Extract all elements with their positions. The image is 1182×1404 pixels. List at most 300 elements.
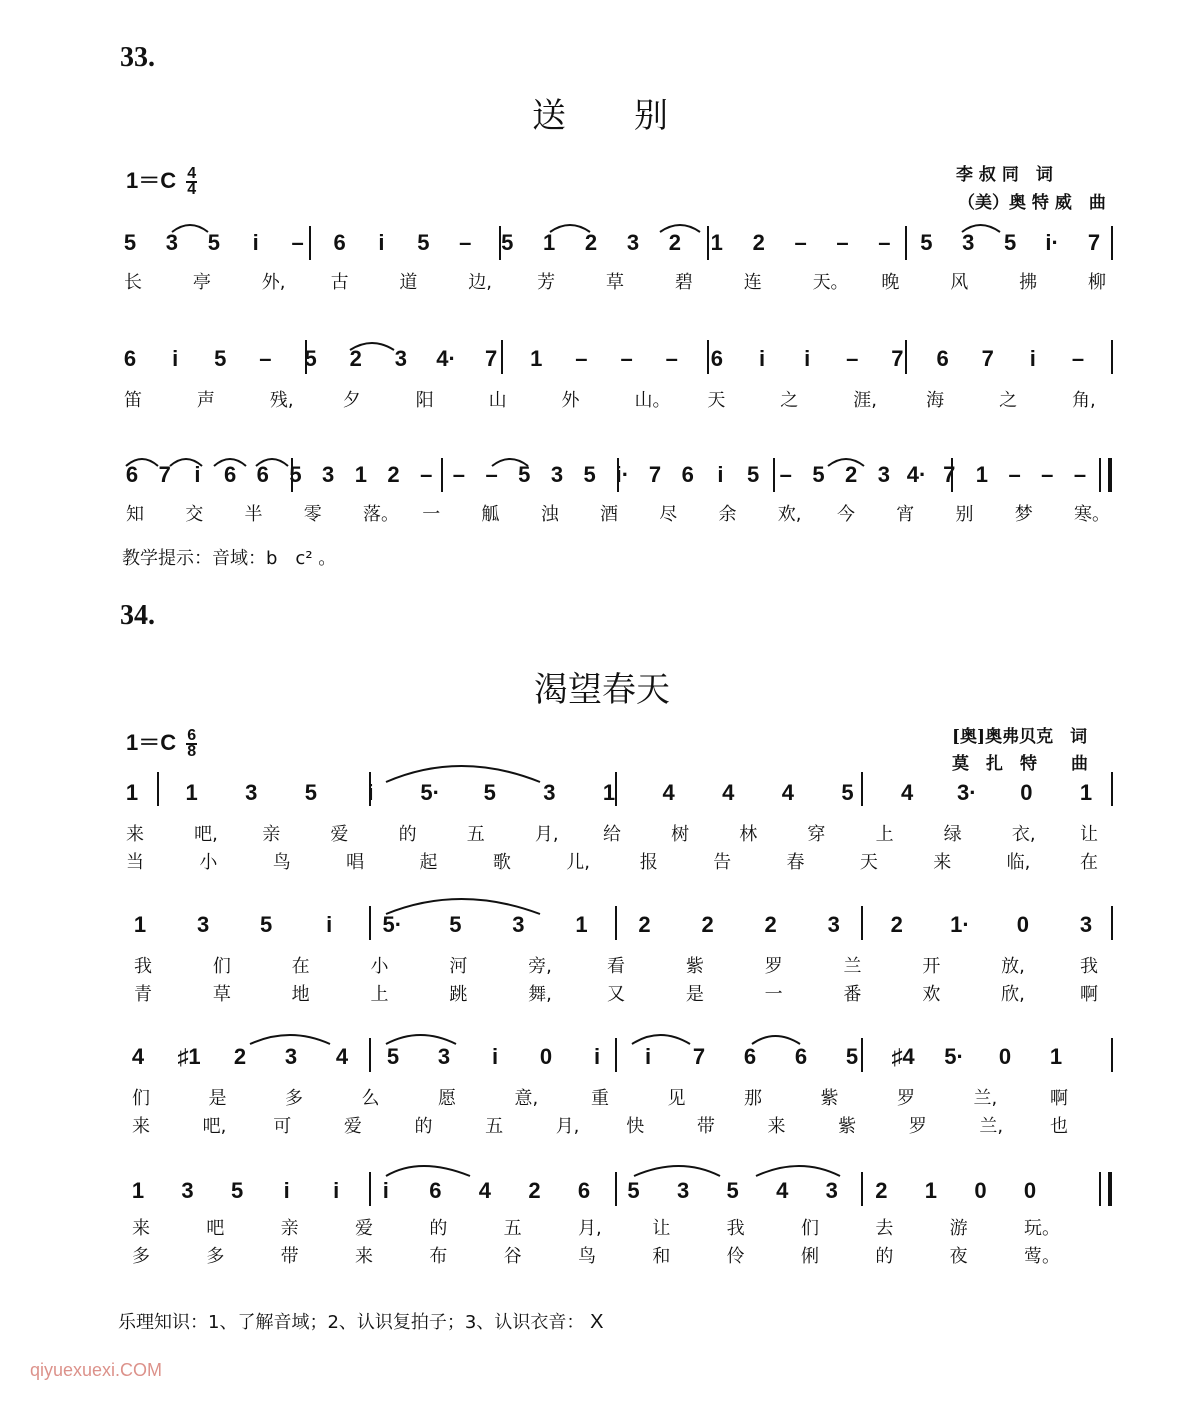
jianpu-note: 3 [877, 462, 890, 487]
lyric-syllable: 爱 [330, 824, 349, 845]
jianpu-note: i [378, 230, 385, 255]
lyric-syllable: 地 [291, 984, 310, 1005]
jianpu-note: i [367, 780, 374, 805]
lyric-syllable: 余 [718, 504, 737, 525]
lyric-syllable: 来 [126, 824, 144, 845]
lyric-syllable: 报 [639, 852, 658, 873]
lyric-syllable: 宵 [896, 504, 915, 525]
jianpu-note: 5 [207, 230, 220, 255]
jianpu-note: 0 [1020, 780, 1033, 805]
jianpu-note: 6 [333, 230, 346, 255]
lyric-syllable: 月, [578, 1218, 602, 1239]
lyric-syllable: 之 [999, 390, 1018, 411]
lyric-syllable: 山 [488, 390, 507, 411]
lyric-syllable: 的 [414, 1116, 433, 1137]
jianpu-note: 5 [1004, 230, 1017, 255]
jianpu-note: 0 [1023, 1178, 1037, 1203]
jianpu-note: 4· [436, 346, 456, 371]
lyric-syllable: 俐 [801, 1246, 819, 1267]
jianpu-note: 3 [962, 230, 975, 255]
lyricist-credit-34: [奥]奥弗贝克 词 [952, 727, 1088, 747]
jianpu-note: 3 [626, 230, 640, 255]
lyric-syllable: 莺。 [1024, 1246, 1060, 1267]
jianpu-note: 5 [304, 346, 317, 371]
jianpu-note: 6 [681, 462, 694, 487]
lyric-syllable: 小 [370, 956, 389, 977]
jianpu-note: ♯4 [891, 1044, 915, 1069]
jianpu-note: 2 [668, 230, 681, 255]
time-signature: $\frac{6}{8}$ [187, 727, 197, 761]
jianpu-note: 4 [776, 1178, 789, 1203]
lyric-syllable: 上 [875, 824, 894, 845]
teaching-hint: 教学提示：音域：b c² 。 [122, 548, 337, 569]
lyric-syllable: 外, [261, 272, 286, 293]
lyric-syllable: 拂 [1019, 272, 1038, 293]
jianpu-note: ♯1 [177, 1044, 201, 1069]
jianpu-note: 6 [743, 1044, 757, 1069]
jianpu-note: 7 [891, 346, 904, 371]
jianpu-note: 6 [256, 462, 269, 487]
jianpu-note: 5 [627, 1178, 640, 1203]
jianpu-note: 5 [230, 1178, 244, 1203]
jianpu-note: 6 [125, 462, 139, 487]
lyric-syllable: 山。 [634, 390, 671, 411]
lyric-syllable: 之 [780, 390, 799, 411]
jianpu-note: 5 [726, 1178, 739, 1203]
lyric-syllable: 爱 [343, 1116, 362, 1137]
jianpu-note: 1· [950, 912, 970, 937]
lyric-syllable: 天 [707, 390, 726, 411]
jianpu-note: 3 [1079, 912, 1093, 937]
jianpu-note: – [620, 346, 633, 371]
lyric-syllable: 让 [652, 1218, 671, 1239]
lyric-syllable: 小 [199, 852, 218, 873]
song-number-34: 34. [120, 600, 155, 631]
lyric-syllable: 夕 [342, 390, 361, 411]
lyric-syllable: 吧, [202, 1116, 227, 1137]
lyric-syllable: 唱 [346, 852, 365, 873]
jianpu-note: 1 [924, 1178, 937, 1203]
jianpu-note: 5 [386, 1044, 400, 1069]
lyric-syllable: 多 [132, 1246, 150, 1267]
lyric-syllable: 啊 [1050, 1088, 1068, 1109]
lyric-syllable: 儿, [566, 852, 591, 873]
lyric-syllable: 和 [652, 1246, 671, 1267]
lyric-syllable: 酒 [600, 504, 618, 525]
lyric-syllable: 古 [330, 272, 349, 293]
jianpu-note: – [1073, 462, 1087, 487]
lyric-syllable: 林 [739, 824, 758, 845]
lyric-syllable: 连 [743, 272, 762, 293]
lyric-syllable: 多 [206, 1246, 225, 1267]
lyric-syllable: 知 [126, 504, 144, 525]
lyric-syllable: 五 [485, 1116, 504, 1137]
jianpu-note: 3 [550, 462, 564, 487]
jianpu-note: i· [615, 462, 630, 487]
jianpu-note: 2 [845, 462, 858, 487]
lyric-syllable: 布 [429, 1246, 448, 1267]
lyric-syllable: 浊 [540, 504, 559, 525]
jianpu-note: 7 [981, 346, 994, 371]
lyric-syllable: 的 [875, 1246, 894, 1267]
lyric-syllable: 罗 [897, 1088, 915, 1109]
lyric-syllable: 那 [744, 1088, 762, 1109]
lyric-syllable: 阳 [415, 390, 434, 411]
lyric-syllable: 树 [671, 824, 690, 845]
lyric-syllable: 鸟 [578, 1246, 596, 1267]
jianpu-note: 4 [478, 1178, 491, 1203]
jianpu-note: 5· [382, 912, 403, 937]
jianpu-note: 3 [394, 346, 407, 371]
lyric-syllable: 风 [950, 272, 969, 293]
lyric-syllable: 今 [837, 504, 855, 525]
lyric-syllable: 欣, [1001, 984, 1025, 1005]
jianpu-note: 4 [335, 1044, 349, 1069]
lyric-syllable: 临, [1006, 852, 1031, 873]
jianpu-note: 3 [181, 1178, 194, 1203]
jianpu-note: 7 [692, 1044, 706, 1069]
lyric-syllable: 跳 [449, 984, 468, 1005]
jianpu-note: 1 [125, 780, 139, 805]
jianpu-note: i [491, 1044, 499, 1069]
jianpu-note: 5 [583, 462, 596, 487]
jianpu-note: i [758, 346, 766, 371]
lyric-syllable: 上 [370, 984, 389, 1005]
lyric-syllable: 绿 [943, 824, 962, 845]
jianpu-note: 3 [196, 912, 210, 937]
jianpu-note: 7 [485, 346, 498, 371]
lyric-syllable: 草 [212, 984, 231, 1005]
lyric-syllable: 又 [607, 984, 625, 1005]
jianpu-note: 5 [746, 462, 760, 487]
jianpu-note: i [252, 230, 259, 255]
jianpu-note: 3 [165, 230, 179, 255]
key-label: 1＝C [126, 730, 177, 755]
jianpu-note: 2 [349, 346, 362, 371]
lyric-syllable: 边, [468, 272, 493, 293]
jianpu-note: 1 [185, 780, 198, 805]
lyric-syllable: 碧 [674, 272, 693, 293]
lyric-syllable: 去 [875, 1218, 894, 1239]
lyric-syllable: 快 [626, 1116, 645, 1137]
jianpu-note: – [459, 230, 472, 255]
jianpu-note: 2 [875, 1178, 888, 1203]
lyric-syllable: 也 [1050, 1116, 1068, 1137]
lyric-syllable: 笛 [124, 390, 142, 411]
jianpu-note: – [1008, 462, 1021, 487]
lyric-syllable: 让 [1080, 824, 1098, 845]
jianpu-note: – [575, 346, 588, 371]
jianpu-note: 4 [131, 1044, 145, 1069]
site-watermark: qiyuexuexi.COM [30, 1360, 163, 1380]
lyric-syllable: 青 [134, 984, 152, 1005]
jianpu-note: 6 [223, 462, 237, 487]
jianpu-note: i [804, 346, 811, 371]
theory-symbol: X [590, 1311, 604, 1333]
jianpu-note: 2 [752, 230, 765, 255]
lyric-syllable: 春 [786, 852, 805, 873]
jianpu-note: 0 [539, 1044, 553, 1069]
jianpu-note: i [194, 462, 201, 487]
lyric-syllable: 草 [606, 272, 624, 293]
jianpu-note: 5· [944, 1044, 964, 1069]
jianpu-note: 6 [123, 346, 137, 371]
lyric-syllable: 玩。 [1024, 1218, 1060, 1239]
lyric-syllable: 起 [419, 852, 438, 873]
lyric-syllable: 交 [185, 504, 204, 525]
lyric-syllable: 寒。 [1074, 504, 1110, 525]
jianpu-note: – [259, 346, 272, 371]
jianpu-note: i [717, 462, 724, 487]
song-title-33: 送 别 [532, 96, 668, 136]
jianpu-note: 2 [584, 230, 598, 255]
jianpu-note: 3 [245, 780, 258, 805]
jianpu-note: 2 [638, 912, 651, 937]
jianpu-note: 2 [764, 912, 777, 937]
lyric-syllable: 来 [767, 1116, 786, 1137]
lyric-syllable: 一 [764, 984, 783, 1005]
jianpu-note: 1 [1049, 1044, 1063, 1069]
lyric-syllable: 谷 [503, 1246, 522, 1267]
lyric-syllable: 兰, [979, 1116, 1004, 1137]
lyric-syllable: 愿 [438, 1088, 456, 1109]
lyric-syllable: 重 [591, 1088, 609, 1109]
lyric-syllable: 在 [291, 956, 310, 977]
lyric-syllable: 觚 [481, 504, 500, 525]
jianpu-note: 4 [901, 780, 914, 805]
lyric-syllable: 紫 [685, 956, 704, 977]
lyric-syllable: 紫 [820, 1088, 839, 1109]
lyric-syllable: 亲 [280, 1218, 299, 1239]
lyric-syllable: 涯, [853, 390, 877, 411]
lyric-syllable: 残, [269, 390, 294, 411]
jianpu-note: – [291, 230, 304, 255]
jianpu-note: 0 [974, 1178, 987, 1203]
lyric-syllable: 吧 [206, 1218, 225, 1239]
lyric-syllable: 道 [399, 272, 418, 293]
lyric-syllable: 月, [534, 824, 559, 845]
jianpu-note: 6 [936, 346, 949, 371]
lyric-syllable: 芳 [537, 272, 556, 293]
jianpu-note: 5 [501, 230, 514, 255]
lyric-syllable: 我 [1080, 956, 1098, 977]
jianpu-note: 3 [825, 1178, 838, 1203]
lyric-syllable: 开 [922, 956, 941, 977]
jianpu-note: – [1041, 462, 1054, 487]
lyric-syllable: 兰 [843, 956, 862, 977]
lyric-syllable: 旁, [528, 956, 552, 977]
lyric-syllable: 紫 [838, 1116, 857, 1137]
jianpu-note: 3 [284, 1044, 298, 1069]
jianpu-note: 4· [906, 462, 927, 487]
lyric-syllable: 告 [713, 852, 732, 873]
lyric-syllable: 晚 [881, 272, 900, 293]
jianpu-note: 1 [710, 230, 723, 255]
lyric-syllable: 夜 [949, 1246, 968, 1267]
lyric-syllable: 天。 [812, 272, 849, 293]
jianpu-note: 3 [827, 912, 840, 937]
lyric-syllable: 们 [132, 1088, 150, 1109]
jianpu-note: 1 [543, 230, 556, 255]
lyric-syllable: 亲 [262, 824, 281, 845]
lyric-syllable: 五 [503, 1218, 522, 1239]
jianpu-note: 3· [956, 780, 977, 805]
jianpu-note: 6 [577, 1178, 591, 1203]
jianpu-note: 5 [449, 912, 462, 937]
jianpu-note: – [1071, 346, 1085, 371]
jianpu-note: 2 [233, 1044, 247, 1069]
lyric-syllable: 五 [466, 824, 485, 845]
lyric-syllable: 半 [244, 504, 263, 525]
song-title-34: 渴望春天 [534, 670, 670, 710]
lyric-syllable: 么 [361, 1088, 380, 1109]
jianpu-note: 7 [1087, 230, 1101, 255]
lyric-syllable: 是 [685, 984, 704, 1005]
jianpu-note: 1 [133, 912, 147, 937]
jianpu-note: – [846, 346, 859, 371]
lyric-syllable: 给 [603, 824, 621, 845]
jianpu-note: 3 [322, 462, 335, 487]
lyric-syllable: 我 [726, 1218, 745, 1239]
jianpu-note: – [878, 230, 891, 255]
lyric-syllable: 是 [208, 1088, 227, 1109]
lyric-syllable: 罗 [908, 1116, 927, 1137]
composer-credit-33: （美）奥 特 威 曲 [958, 193, 1106, 213]
lyric-syllable: 可 [273, 1116, 292, 1137]
lyric-syllable: 爱 [355, 1218, 373, 1239]
lyric-syllable: 意, [514, 1088, 539, 1109]
jianpu-note: 4 [781, 780, 794, 805]
lyricist-credit-33: 李 叔 同 词 [956, 165, 1053, 185]
jianpu-note: – [779, 462, 792, 487]
jianpu-note: i [333, 1178, 340, 1203]
jianpu-note: 0 [1016, 912, 1030, 937]
lyric-syllable: 的 [429, 1218, 448, 1239]
jianpu-note: 1 [975, 462, 989, 487]
lyric-syllable: 天 [859, 852, 878, 873]
jianpu-note: 5 [417, 230, 430, 255]
composer-credit-34: 莫 扎 特 曲 [952, 754, 1088, 774]
jianpu-note: i [1029, 346, 1036, 371]
lyric-syllable: 带 [280, 1246, 299, 1267]
jianpu-note: 1 [602, 780, 616, 805]
key-label: 1＝C [126, 168, 177, 193]
jianpu-note: 5 [260, 912, 273, 937]
lyric-syllable: 当 [126, 852, 144, 873]
lyric-syllable: 来 [355, 1246, 373, 1267]
lyric-syllable: 们 [212, 956, 231, 977]
lyric-syllable: 欢, [777, 504, 802, 525]
jianpu-note: 5 [518, 462, 531, 487]
jianpu-note: 5· [420, 780, 440, 805]
lyric-syllable: 来 [132, 1116, 150, 1137]
time-signature: $\frac{4}{4}$ [187, 165, 197, 199]
jianpu-note: 6 [794, 1044, 808, 1069]
jianpu-note: 3 [437, 1044, 451, 1069]
lyric-syllable: 的 [398, 824, 417, 845]
lyric-syllable: 鸟 [272, 852, 291, 873]
lyric-syllable: 一 [422, 504, 441, 525]
lyric-syllable: 外 [561, 390, 580, 411]
jianpu-note: 3 [543, 780, 556, 805]
jianpu-note: i· [1045, 230, 1059, 255]
lyric-syllable: 歌 [492, 852, 511, 873]
jianpu-note: 4 [662, 780, 675, 805]
jianpu-note: 6 [429, 1178, 442, 1203]
lyric-syllable: 海 [926, 390, 945, 411]
jianpu-note: 7 [943, 462, 956, 487]
jianpu-note: i [382, 1178, 389, 1203]
jianpu-note: – [452, 462, 466, 487]
lyric-syllable: 见 [667, 1088, 686, 1109]
jianpu-note: i [644, 1044, 652, 1069]
lyric-syllable: 伶 [726, 1246, 745, 1267]
jianpu-note: – [665, 346, 678, 371]
jianpu-note: 5 [845, 1044, 859, 1069]
lyric-syllable: 我 [134, 956, 152, 977]
jianpu-note: i [326, 912, 333, 937]
jianpu-note: 5 [123, 230, 137, 255]
lyric-syllable: 们 [801, 1218, 819, 1239]
song-number-33: 33. [120, 42, 155, 73]
jianpu-note: 5 [304, 780, 317, 805]
lyric-syllable: 长 [124, 272, 142, 293]
lyric-syllable: 来 [132, 1218, 150, 1239]
jianpu-note: 3 [676, 1178, 690, 1203]
jianpu-note: 1 [1079, 780, 1093, 805]
lyric-syllable: 番 [843, 984, 862, 1005]
lyric-syllable: 来 [933, 852, 952, 873]
lyric-syllable: 声 [196, 390, 215, 411]
lyric-syllable: 角, [1072, 390, 1096, 411]
lyric-syllable: 衣, [1011, 824, 1036, 845]
jianpu-note: 2 [890, 912, 903, 937]
jianpu-note: 1 [354, 462, 367, 487]
jianpu-note: 4 [722, 780, 735, 805]
lyric-syllable: 柳 [1088, 272, 1106, 293]
jianpu-note: 2 [701, 912, 714, 937]
jianpu-note: 6 [710, 346, 723, 371]
lyric-syllable: 梦 [1014, 504, 1033, 525]
lyric-syllable: 河 [449, 956, 468, 977]
lyric-syllable: 吧, [194, 824, 218, 845]
jianpu-note: i [172, 346, 179, 371]
jianpu-note: 3 [512, 912, 525, 937]
jianpu-note: – [420, 462, 433, 487]
lyric-syllable: 穿 [807, 824, 826, 845]
lyric-syllable: 放, [1001, 956, 1025, 977]
lyric-syllable: 游 [949, 1218, 968, 1239]
lyric-syllable: 多 [285, 1088, 303, 1109]
lyric-syllable: 别 [955, 504, 974, 525]
lyric-syllable: 看 [607, 956, 625, 977]
lyric-syllable: 舞, [528, 984, 552, 1005]
lyric-syllable: 月, [555, 1116, 580, 1137]
lyric-syllable: 啊 [1080, 984, 1098, 1005]
lyric-syllable: 欢 [922, 984, 941, 1005]
lyric-syllable: 亭 [192, 272, 211, 293]
lyric-syllable: 落。 [363, 504, 399, 525]
lyric-syllable: 尽 [659, 504, 678, 525]
jianpu-note: – [794, 230, 807, 255]
lyric-syllable: 零 [303, 504, 322, 525]
lyric-syllable: 带 [696, 1116, 715, 1137]
jianpu-note: – [836, 230, 849, 255]
jianpu-note: 1 [131, 1178, 145, 1203]
jianpu-note: i [283, 1178, 290, 1203]
jianpu-note: 5 [920, 230, 933, 255]
lyric-syllable: 在 [1080, 852, 1098, 873]
